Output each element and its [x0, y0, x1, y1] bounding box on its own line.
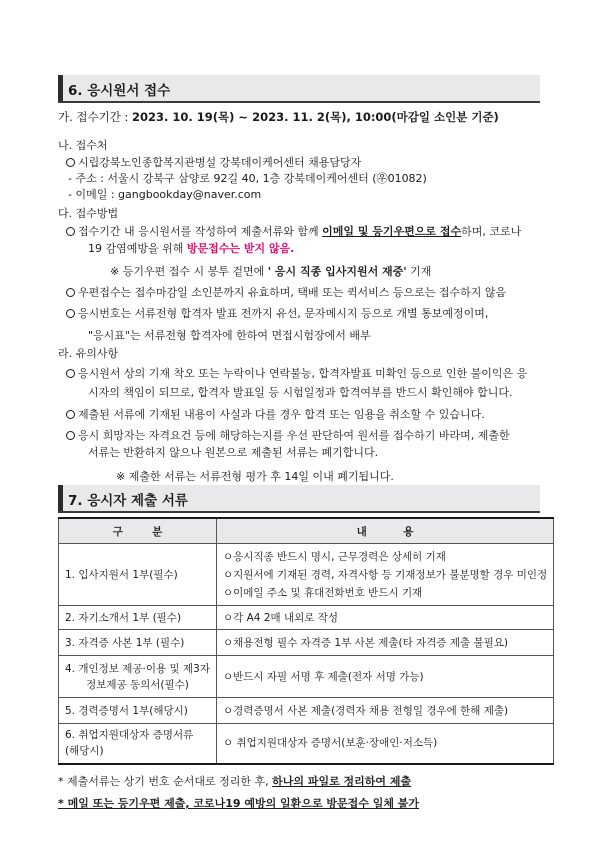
- na-label: 나. 접수처: [58, 139, 108, 152]
- section-bar: [58, 75, 63, 101]
- section-6-header: [58, 75, 540, 103]
- section-7-header: [58, 485, 540, 513]
- da-item-2: 우편접수는 접수마감일 소인분까지 유효하며, 택배 또는 퀵서비스 등으로는 접수하지 않음: [66, 285, 506, 300]
- table-header-row: [59, 518, 554, 544]
- da-note: ※ 등기우편 접수 시 봉투 겉면에 ' 응시 직종 입사지원서 재중' 기재: [110, 265, 432, 278]
- circle-bullet-icon: [66, 410, 75, 419]
- row-category: 3. 자격증 사본 1부 (필수): [59, 630, 217, 656]
- ra-item-1-cont: 시자의 책임이 되므로, 합격자 발표일 등 시험일정과 합격여부를 반드시 확인해야 합니다.: [88, 386, 513, 399]
- na-email: - 이메일 : gangbookday@naver.com: [68, 188, 262, 201]
- circle-bullet-icon: [66, 369, 75, 378]
- row-category: 5. 경력증명서 1부(해당시): [59, 698, 217, 724]
- row-content: ㅇ 취업지원대상자 증명서(보훈·장애인·저소득): [216, 724, 553, 764]
- table-row: [59, 544, 554, 606]
- ra-note: ※ 제출한 서류는 서류전형 평가 후 14일 이내 폐기됩니다.: [116, 470, 394, 483]
- row-category: 2. 자기소개서 1부 (필수): [59, 606, 217, 630]
- na-org: 시립강북노인종합복지관병설 강북데이케어센터 채용담당자: [66, 155, 361, 170]
- na-address: - 주소 : 서울시 강북구 삼양로 92길 40, 1층 강북데이케어센터 (㉾01082): [68, 172, 427, 185]
- documents-table: [58, 517, 554, 765]
- table-row: [59, 724, 554, 764]
- row-category: 1. 입사지원서 1부(필수): [59, 544, 217, 606]
- ra-item-3-cont: 서류는 반환하지 않으나 원본으로 제출된 서류는 폐기합니다.: [88, 446, 379, 459]
- ga-period: 2023. 10. 19(목) ~ 2023. 11. 2(목), 10:00(마감일 소인분 기준): [132, 110, 499, 124]
- ra-item-1: 응시원서 상의 기재 착오 또는 누락이나 연락불능, 합격자발표 미확인 등으로 인한 불이익은 응: [66, 366, 527, 381]
- circle-bullet-icon: [66, 288, 75, 297]
- table-row: [59, 630, 554, 656]
- row-content: ㅇ경력증명서 사본 제출(경력자 채용 전형일 경우에 한해 제출): [216, 698, 553, 724]
- da-item-3: 응시번호는 서류전형 합격자 발표 전까지 유선, 문자메시지 등으로 개별 통보예정이며,: [66, 306, 488, 321]
- column-header-content: 내 용: [216, 518, 553, 544]
- row-category: 6. 취업지원대상자 증명서류 (해당시): [59, 724, 217, 764]
- ra-item-3: 응시 희망자는 자격요건 등에 해당하는지를 우선 판단하여 원서를 접수하기 바라며, 제출한: [66, 428, 510, 443]
- section-bar: [58, 485, 63, 511]
- row-content: ㅇ각 A4 2매 내외로 작성: [216, 606, 553, 630]
- row-content: ㅇ반드시 자필 서명 후 제출(전자 서명 가능): [216, 656, 553, 698]
- da-item-1: 접수기간 내 응시원서를 작성하여 제출서류와 함께 이메일 및 등기우편으로 접수하며, 코로나: [66, 224, 521, 239]
- no-visit-notice: 방문접수는 받지 않음.: [186, 242, 295, 255]
- footnote-1: * 제출서류는 상기 번호 순서대로 정리한 후, 하나의 파일로 정리하여 제출: [58, 775, 412, 788]
- da-item-3-cont: "응시표"는 서류전형 합격자에 한하여 면접시험장에서 배부: [88, 329, 371, 342]
- column-header-category: 구 분: [59, 518, 217, 544]
- ga-period-line: 가. 접수기간 : 2023. 10. 19(목) ~ 2023. 11. 2(목), 10:00(마감일 소인분 기준): [58, 110, 499, 124]
- circle-bullet-icon: [66, 227, 75, 236]
- da-item-1-cont: 19 감염예방을 위해 방문접수는 받지 않음.: [88, 242, 295, 255]
- table-row: [59, 656, 554, 698]
- circle-bullet-icon: [66, 158, 75, 167]
- row-content: ㅇ채용전형 필수 자격증 1부 사본 제출(타 자격증 제출 불필요): [216, 630, 553, 656]
- da-label: 다. 접수방법: [58, 207, 119, 220]
- footnote-2: * 메일 또는 등기우편 제출, 코로나19 예방의 일환으로 방문접수 일체 불가: [58, 797, 420, 810]
- row-category: 4. 개인정보 제공·이용 및 제3자 정보제공 동의서(필수): [59, 656, 217, 698]
- row-content: ㅇ응시직종 반드시 명시, 근무경력은 상세히 기재 ㅇ지원서에 기재된 경력, 자격사항 등 기재정보가 불분명할 경우 미인정 ㅇ이메일 주소 및 휴대전화번호 반드시 기재: [216, 544, 553, 606]
- circle-bullet-icon: [66, 309, 75, 318]
- table-row: [59, 606, 554, 630]
- circle-bullet-icon: [66, 431, 75, 440]
- section-6-title: 6. 응시원서 접수: [68, 83, 171, 99]
- table-row: [59, 698, 554, 724]
- section-7-title: 7. 응시자 제출 서류: [68, 493, 188, 509]
- ra-item-2: 제출된 서류에 기재된 내용이 사실과 다를 경우 합격 또는 임용을 취소할 수 있습니다.: [66, 407, 485, 422]
- ra-label: 라. 유의사항: [58, 347, 119, 360]
